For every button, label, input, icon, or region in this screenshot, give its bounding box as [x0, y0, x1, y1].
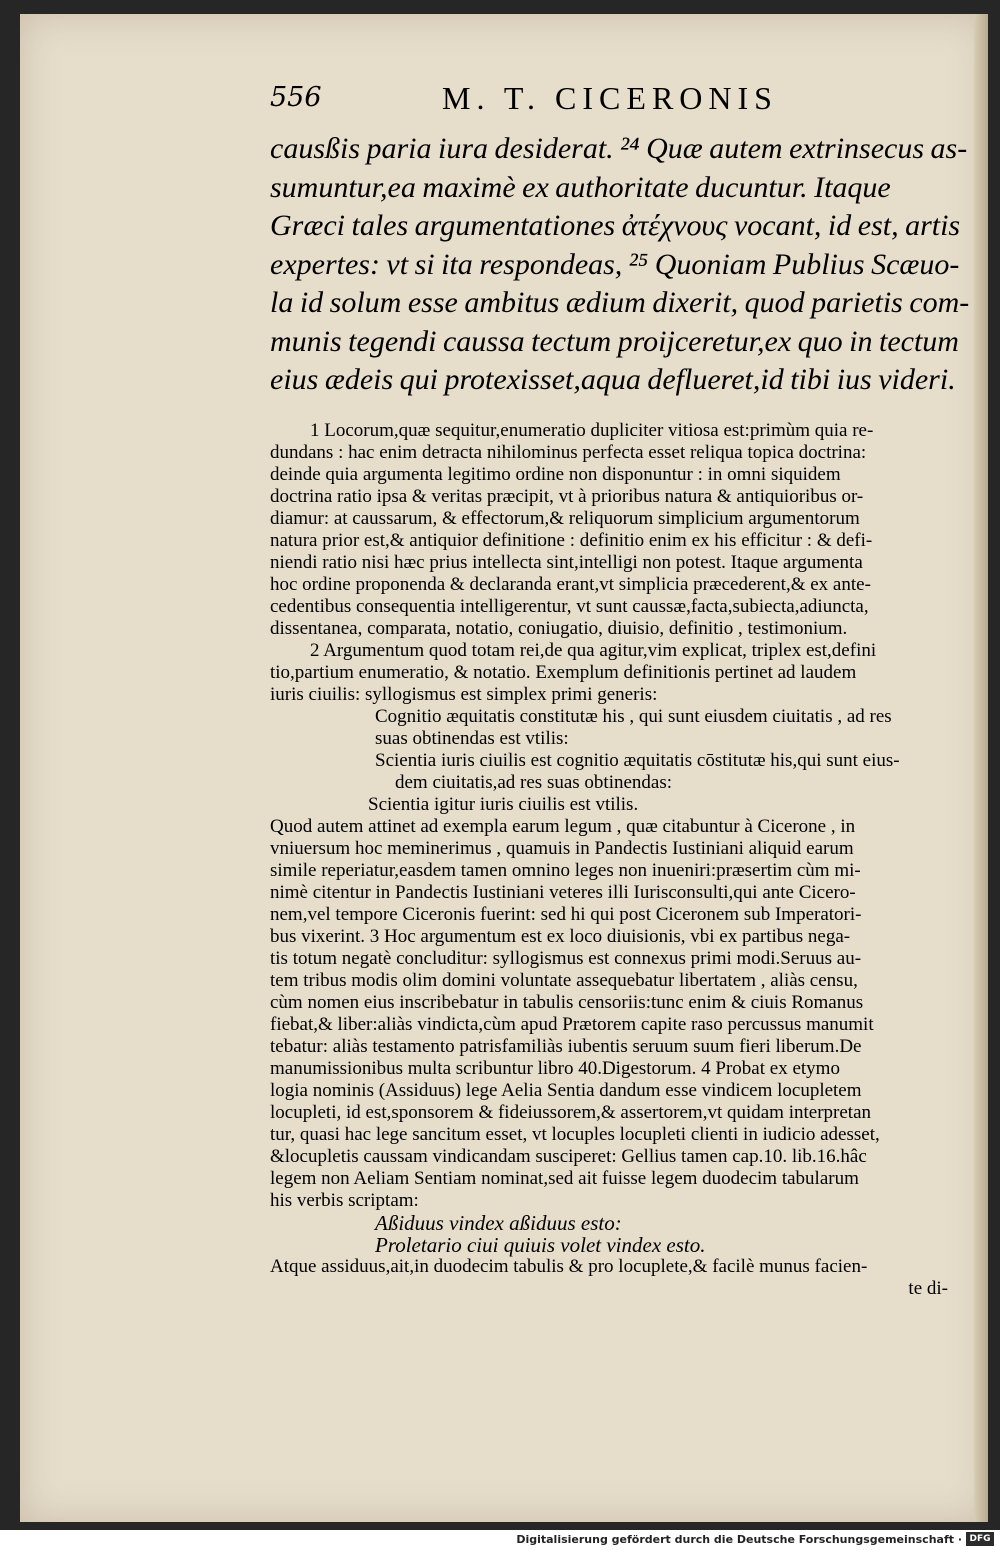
main-text-line: eius ædeis qui protexisset,aqua deflueret,id tibi ius videri. [270, 363, 956, 396]
commentary-line: Scientia igitur iuris ciuilis est vtilis. [368, 794, 639, 815]
dfg-logo: DFG [966, 1532, 994, 1546]
main-text-line: Græci tales argumentationes ἀτέχνους vocant, id est, artis [270, 209, 961, 242]
commentary-line: 2 Argumentum quod totam rei,de qua agitur,vim explicat, triplex est,defini [310, 640, 877, 661]
commentary-line: Cognitio æquitatis constitutæ his , qui sunt eiusdem ciuitatis , ad res [375, 706, 892, 727]
commentary-line: Scientia iuris ciuilis est cognitio æquitatis cōstitutæ his,qui sunt eius- [375, 750, 900, 771]
footer-bar [0, 1530, 1000, 1550]
commentary-line: tebatur: aliàs testamento patrisfamiliàs iubentis seruum suum fieri liberum.De [270, 1036, 862, 1057]
commentary-line: tur, quasi hac lege sancitum esset, vt locuples locupleti clienti in iudicio adesset, [270, 1124, 880, 1145]
commentary-line: his verbis scriptam: [270, 1190, 419, 1211]
footer-credit: Digitalisierung gefördert durch die Deutsche Forschungsgemeinschaft · [516, 1533, 962, 1546]
commentary-line: tio,partium enumeratio, & notatio. Exemplum definitionis pertinet ad laudem [270, 662, 857, 683]
commentary-line: deinde quia argumenta legitimo ordine non disponuntur : in omni siquidem [270, 464, 841, 485]
commentary-line: manumissionibus multa scribuntur libro 40.Digestorum. 4 Probat ex etymo [270, 1058, 840, 1079]
commentary-line: Aßiduus vindex aßiduus esto: [375, 1211, 622, 1235]
commentary-line: natura prior est,& antiquior definitione : definitio enim ex his efficitur : & defi- [270, 530, 873, 551]
commentary-line: nimè citentur in Pandectis Iustiniani veteres illi Iurisconsulti,qui ante Cicero- [270, 882, 856, 903]
commentary-line: dissentanea, comparata, notatio, coniugatio, diuisio, definitio , testimonium. [270, 618, 848, 639]
commentary-line: te di- [908, 1278, 948, 1299]
commentary-block [270, 420, 958, 1300]
page-number: 556 [270, 82, 322, 113]
main-text-line: causßis paria iura desiderat. ²⁴ Quæ autem extrinsecus as- [270, 132, 968, 165]
commentary-line: 1 Locorum,quæ sequitur,enumeratio dupliciter vitiosa est:primùm quia re- [310, 420, 874, 441]
commentary-line: doctrina ratio ipsa & veritas præcipit, vt à prioribus natura & antiquioribus or- [270, 486, 864, 507]
commentary-line: Proletario ciui quiuis volet vindex esto. [375, 1233, 706, 1257]
commentary-line: dundans : hac enim detracta nihilominus perfecta esset reliqua topica doctrina: [270, 442, 867, 463]
commentary-line: tem tribus modis olim domini voluntate assequebatur libertatem , aliàs censu, [270, 970, 858, 991]
commentary-line: diamur: at caussarum, & effectorum,& reliquorum simplicium argumentorum [270, 508, 860, 529]
page-header [270, 80, 950, 124]
commentary-line: nem,vel tempore Ciceronis fuerint: sed hi qui post Ciceronem sub Imperatori- [270, 904, 862, 925]
main-text-block [270, 130, 970, 400]
commentary-line: cùm nomen eius inscribebatur in tabulis censoriis:tunc enim & ciuis Romanus [270, 992, 864, 1013]
commentary-line: legem non Aeliam Sentiam nominat,sed ait fuisse legem duodecim tabularum [270, 1168, 859, 1189]
main-text-line: sumuntur,ea maximè ex authoritate ducuntur. Itaque [270, 170, 891, 204]
commentary-line: bus vixerint. 3 Hoc argumentum est ex loco diuisionis, vbi ex partibus nega- [270, 926, 851, 947]
main-text-line: la id solum esse ambitus ædium dixerit, quod parietis com- [270, 286, 970, 319]
commentary-line: suas obtinendas est vtilis: [375, 728, 569, 749]
commentary-line: Atque assiduus,ait,in duodecim tabulis & pro locuplete,& facilè munus facien- [270, 1256, 868, 1277]
commentary-line: hoc ordine proponenda & declaranda erant,vt simplicia præcederent,& ex ante- [270, 574, 871, 595]
commentary-line: fiebat,& liber:aliàs vindicta,cùm apud Prætorem capite raso percussus manumit [270, 1014, 874, 1035]
commentary-line: vniuersum hoc meminerimus , quamuis in Pandectis Iustiniani aliquid earum [270, 838, 854, 859]
commentary-line: cedentibus consequentia intelligerentur, vt sunt caussæ,facta,subiecta,adiuncta, [270, 596, 869, 617]
commentary-line: dem ciuitatis,ad res suas obtinendas: [395, 772, 673, 793]
commentary-line: locupleti, id est,sponsorem & fideiussorem,& assertorem,vt quidam interpretan [270, 1102, 872, 1123]
commentary-line: logia nominis (Assiduus) lege Aelia Sentia dandum esse vindicem locupletem [270, 1080, 862, 1101]
commentary-line: iuris ciuilis: syllogismus est simplex primi generis: [270, 684, 658, 705]
running-head: M. T. CICERONIS [442, 80, 778, 116]
commentary-line: tis totum negatè concluditur: syllogismus est connexus primi modi.Seruus au- [270, 948, 862, 969]
commentary-line: Quod autem attinet ad exempla earum legum , quæ citabuntur à Cicerone , in [270, 816, 856, 837]
main-text-line: expertes: vt si ita respondeas, ²⁵ Quoniam Publius Scæuo- [270, 247, 960, 281]
commentary-line: niendi ratio nisi hæc prius intellecta sint,intelligi non potest. Itaque argumenta [270, 552, 863, 573]
commentary-line: &locupletis caussam vindicandam susciperet: Gellius tamen cap.10. lib.16.hâc [270, 1146, 867, 1167]
commentary-line: simile reperiatur,easdem tamen omnino leges non inueniri:præsertim cùm mi- [270, 860, 861, 881]
main-text-line: munis tegendi caussa tectum proijceretur,ex quo in tectum [270, 324, 959, 358]
page-edge [974, 14, 988, 1522]
